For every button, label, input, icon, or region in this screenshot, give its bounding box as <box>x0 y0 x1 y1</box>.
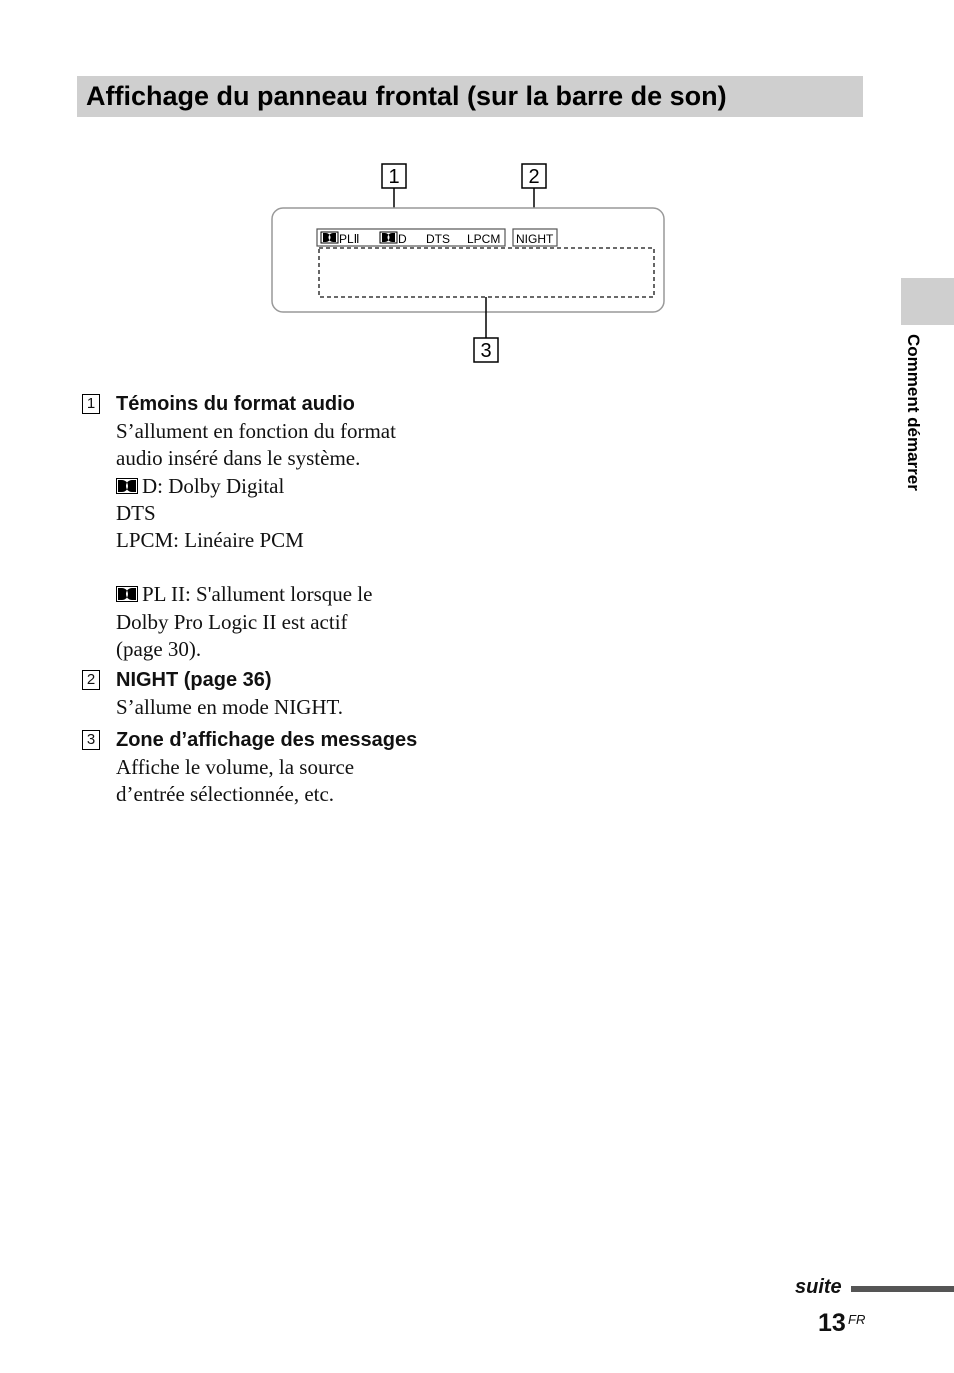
callout-2-label: 2 <box>528 166 540 188</box>
continued-rule <box>851 1286 954 1292</box>
legend-item-3 <box>82 726 502 809</box>
body-line: DTS <box>116 500 156 525</box>
legend-body-2 <box>116 694 502 721</box>
continued-label: suite <box>795 1276 842 1298</box>
body-line: Affiche le volume, la source <box>116 754 355 779</box>
side-tab-label: Comment démarrer <box>904 334 923 491</box>
legend-title-1: Témoins du format audio <box>116 393 355 415</box>
dolby-icon-2 <box>380 232 397 243</box>
legend-body-1 <box>116 418 502 663</box>
legend-number-3: 3 <box>82 730 100 750</box>
indicator-dts: DTS <box>426 232 450 246</box>
indicator-pl2: PLⅡ <box>339 232 360 246</box>
body-line: S’allument en fonction du format <box>116 419 396 443</box>
dolby-icon <box>116 478 138 494</box>
body-line: S’allume en mode NIGHT. <box>116 695 344 720</box>
page-number: 13 <box>818 1309 846 1337</box>
front-panel-diagram <box>250 155 690 375</box>
body-line: LPCM: Linéaire PCM <box>116 528 304 553</box>
legend-title-3: Zone d’affichage des messages <box>116 728 418 751</box>
indicator-lpcm: LPCM <box>467 232 501 246</box>
body-line: Dolby Pro Logic II est actif <box>116 609 348 634</box>
dolby-icon-1 <box>321 232 338 243</box>
section-header <box>77 76 863 117</box>
legend-item-2 <box>82 666 502 721</box>
legend-number-2: 2 <box>82 670 100 690</box>
body-line: (page 30). <box>116 637 202 662</box>
page-language-suffix: FR <box>848 1312 866 1327</box>
body-line: PL II: S'allument lorsque le <box>116 581 502 608</box>
legend-number-1: 1 <box>82 394 100 414</box>
legend-list <box>82 390 502 808</box>
indicator-night: NIGHT <box>516 232 554 246</box>
body-line: d’entrée sélectionnée, etc. <box>116 781 335 806</box>
legend-title-2: NIGHT (page 36) <box>116 669 272 692</box>
indicator-dd: D <box>398 232 407 246</box>
legend-item-1 <box>82 390 502 663</box>
callout-1-label: 1 <box>388 166 400 188</box>
body-line: D: Dolby Digital <box>116 473 502 500</box>
dolby-icon <box>116 586 138 602</box>
body-line: audio inséré dans le système. <box>116 446 361 471</box>
legend-body-3 <box>116 754 502 809</box>
side-tab <box>901 278 954 325</box>
callout-3-label: 3 <box>480 340 492 362</box>
section-title: Affichage du panneau frontal (sur la barre de son) <box>86 81 727 111</box>
front-panel-svg <box>250 155 690 375</box>
